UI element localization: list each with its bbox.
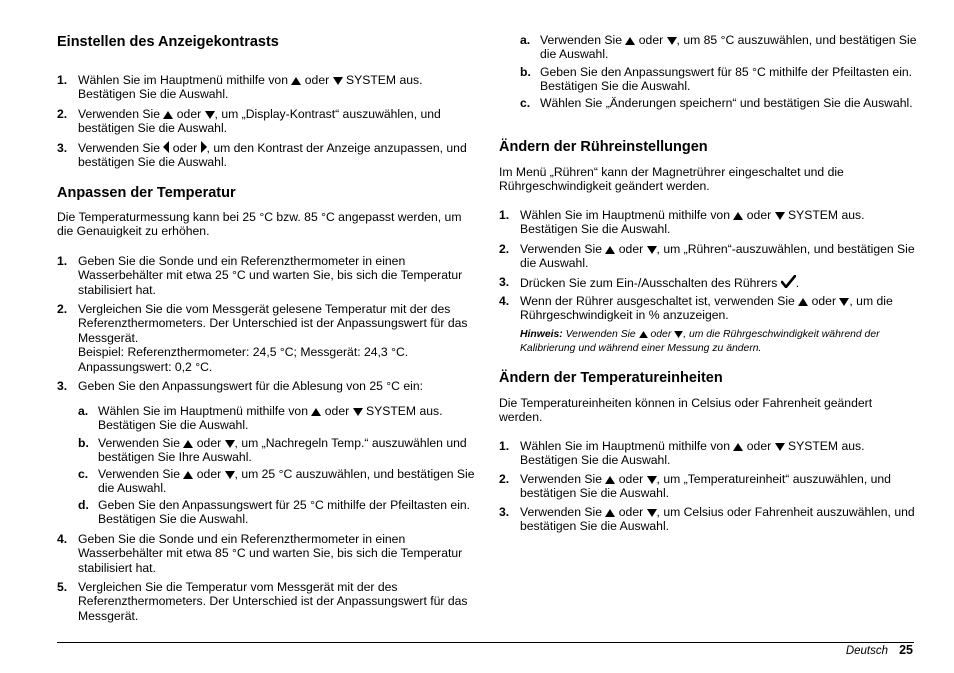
sub-list-item: d. Geben Sie den Anpassungswert für 25 °C mithilfe der Pfeiltasten ein. Bestätigen Sie die Auswahl. <box>78 498 471 527</box>
arrow-up-icon <box>311 408 321 416</box>
arrow-down-icon <box>647 246 657 254</box>
stirrer-intro: Im Menü „Rühren“ kann der Magnetrührer eingeschaltet und die Rührgeschwindigkeit geändert werden. <box>499 165 844 194</box>
list-item: 4. Wenn der Rührer ausgeschaltet ist, verwenden Sie oder , um die Rührgeschwindigkeit in % anzuzeigen. <box>499 294 893 323</box>
sub-list-item: a. Wählen Sie im Hauptmenü mithilfe von oder SYSTEM aus. Bestätigen Sie die Auswahl. <box>78 404 443 433</box>
arrow-down-icon <box>353 408 363 416</box>
heading-temperature-units: Ändern der Temperatureinheiten <box>499 370 723 386</box>
units-intro: Die Temperatureinheiten können in Celsius oder Fahrenheit geändert werden. <box>499 396 873 425</box>
arrow-up-icon <box>605 509 615 517</box>
list-item: 5. Vergleichen Sie die Temperatur vom Messgerät mit der des Referenzthermometers. Der Unterschied ist der Anpassungswert für das Messgerät. <box>57 580 468 623</box>
arrow-down-icon <box>775 443 785 451</box>
arrow-down-icon <box>839 298 849 306</box>
heading-stirrer: Ändern der Rühreinstellungen <box>499 139 708 155</box>
arrow-up-icon <box>733 443 743 451</box>
sub-list-item: a. Verwenden Sie oder , um 85 °C auszuwählen, und bestätigen Sie die Auswahl. <box>520 33 917 62</box>
list-item: 2. Verwenden Sie oder , um „Rühren“-auszuwählen, und bestätigen Sie die Auswahl. <box>499 242 915 271</box>
list-item: 2. Vergleichen Sie die vom Messgerät gelesene Temperatur mit der des Referenzthermometers. Der Unterschied ist der Anpassungswert für das Messgerät. Beispiel: Referenzthermometer: 24,5 °C; Messgerät: 24,3 °C. Anpassungswert: 0,2 °C. <box>57 302 468 374</box>
arrow-down-icon <box>333 77 343 85</box>
list-item: 1. Wählen Sie im Hauptmenü mithilfe von oder SYSTEM aus. Bestätigen Sie die Auswahl. <box>499 439 865 468</box>
list-item: 1. Geben Sie die Sonde und ein Referenzthermometer in einen Wasserbehälter mit etwa 25 °C und warten Sie, bis sich die Temperatur stabilisiert hat. <box>57 254 463 297</box>
footer-divider <box>57 642 914 643</box>
footer-language: Deutsch <box>845 645 888 657</box>
list-item: 4. Geben Sie die Sonde und ein Referenzthermometer in einen Wasserbehälter mit etwa 85 °C und warten Sie, bis sich die Temperatur stabilisiert hat. <box>57 532 463 575</box>
heading-temperature: Anpassen der Temperatur <box>57 185 236 201</box>
arrow-up-icon <box>798 298 808 306</box>
arrow-down-icon <box>647 509 657 517</box>
list-item: 1. Wählen Sie im Hauptmenü mithilfe von oder SYSTEM aus. Bestätigen Sie die Auswahl. <box>57 73 423 102</box>
stirrer-note: Hinweis: Verwenden Sie oder , um die Rührgeschwindigkeit während der Kalibrierung und während einer Messung zu ändern. <box>520 329 880 354</box>
arrow-down-icon <box>205 111 215 119</box>
arrow-up-icon <box>639 331 648 338</box>
arrow-up-icon <box>183 440 193 448</box>
arrow-down-icon <box>225 440 235 448</box>
arrow-up-icon <box>183 471 193 479</box>
list-item: 3. Verwenden Sie oder , um Celsius oder Fahrenheit auszuwählen, und bestätigen Sie die Auswahl. <box>499 505 915 534</box>
arrow-up-icon <box>625 37 635 45</box>
arrow-down-icon <box>225 471 235 479</box>
list-item: 2. Verwenden Sie oder , um „Display-Kontrast“ auszuwählen, und bestätigen Sie die Auswahl. <box>57 107 441 136</box>
list-item: 3. Verwenden Sie oder , um den Kontrast der Anzeige anzupassen, und bestätigen Sie die Auswahl. <box>57 141 467 170</box>
sub-list-item: c. Verwenden Sie oder , um 25 °C auszuwählen, und bestätigen Sie die Auswahl. <box>78 467 475 496</box>
sub-list-item: c. Wählen Sie „Änderungen speichern“ und bestätigen Sie die Auswahl. <box>520 96 913 110</box>
arrow-down-icon <box>667 37 677 45</box>
arrow-up-icon <box>605 246 615 254</box>
heading-display-contrast: Einstellen des Anzeigekontrasts <box>57 34 279 50</box>
sub-list-item: b. Verwenden Sie oder , um „Nachregeln Temp.“ auszuwählen und bestätigen Sie Ihre Auswahl. <box>78 436 467 465</box>
temperature-intro: Die Temperaturmessung kann bei 25 °C bzw. 85 °C angepasst werden, um die Genauigkeit zu erhöhen. <box>57 210 462 239</box>
arrow-down-icon <box>647 476 657 484</box>
list-item: 1. Wählen Sie im Hauptmenü mithilfe von oder SYSTEM aus. Bestätigen Sie die Auswahl. <box>499 208 865 237</box>
page-number: 25 <box>899 643 913 657</box>
checkmark-icon <box>781 275 796 288</box>
arrow-up-icon <box>291 77 301 85</box>
list-item: 3. Drücken Sie zum Ein-/Ausschalten des Rührers . <box>499 275 800 290</box>
arrow-down-icon <box>775 212 785 220</box>
list-item: 3. Geben Sie den Anpassungswert für die Ablesung von 25 °C ein: <box>57 379 423 393</box>
arrow-up-icon <box>733 212 743 220</box>
arrow-up-icon <box>163 111 173 119</box>
sub-list-item: b. Geben Sie den Anpassungswert für 85 °C mithilfe der Pfeiltasten ein. Bestätigen Sie die Auswahl. <box>520 65 913 94</box>
arrow-down-icon <box>674 331 683 338</box>
list-item: 2. Verwenden Sie oder , um „Temperatureinheit“ auszuwählen, und bestätigen Sie die Auswahl. <box>499 472 891 501</box>
arrow-up-icon <box>605 476 615 484</box>
